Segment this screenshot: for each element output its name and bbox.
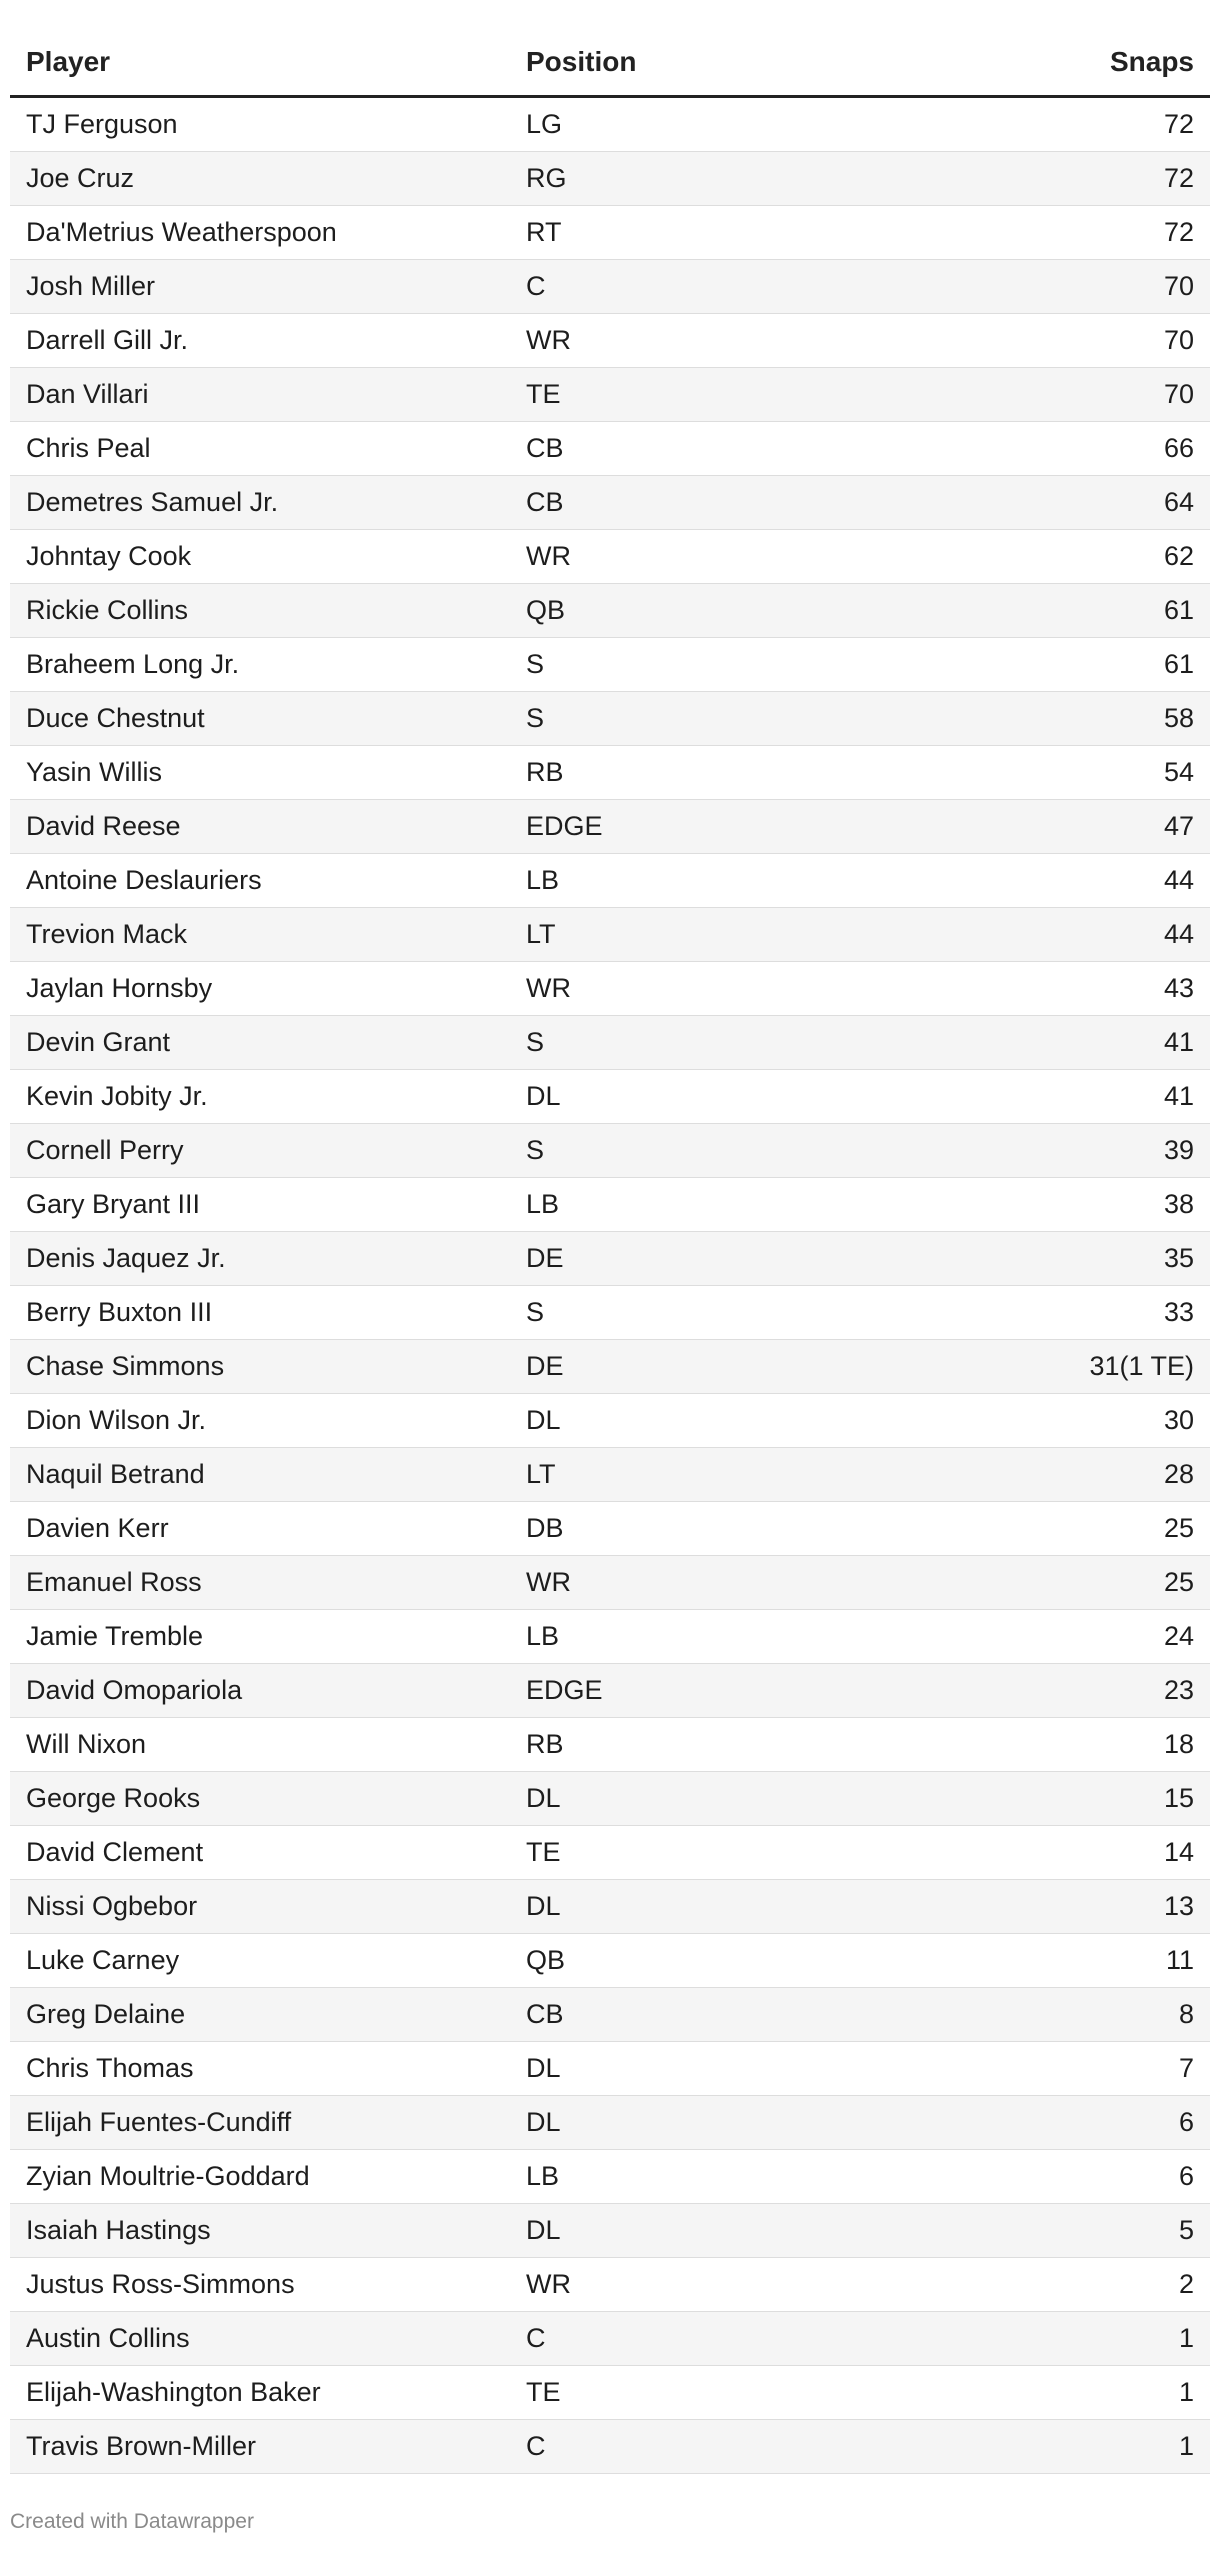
table-row [10, 908, 1210, 962]
table-header [10, 28, 1210, 98]
snaps-cell: 24 [1163, 1621, 1194, 1651]
table-row [10, 368, 1210, 422]
snaps-cell: 44 [1163, 919, 1194, 949]
position-cell: RB [526, 757, 564, 787]
table-row [10, 962, 1210, 1016]
table-row [10, 476, 1210, 530]
table-row [10, 206, 1210, 260]
position-cell: QB [526, 1945, 566, 1975]
position-cell: TE [526, 2377, 561, 2407]
player-cell: Antoine Deslauriers [26, 865, 262, 895]
snaps-cell: 11 [1165, 1945, 1194, 1975]
table-row [10, 1718, 1210, 1772]
player-cell: Chris Peal [26, 433, 151, 463]
table-row [10, 1070, 1210, 1124]
snaps-cell: 1 [1178, 2323, 1194, 2353]
snaps-cell: 41 [1163, 1027, 1194, 1057]
table-row [10, 692, 1210, 746]
position-cell: S [526, 1135, 545, 1165]
position-cell: CB [526, 487, 564, 517]
snaps-cell: 72 [1163, 163, 1194, 193]
position-cell: DL [526, 1405, 561, 1435]
table-row [10, 1988, 1210, 2042]
player-cell: Austin Collins [26, 2323, 190, 2353]
header-player: Player [26, 45, 111, 77]
table-row [10, 530, 1210, 584]
player-cell: Gary Bryant III [26, 1189, 201, 1219]
position-cell: DL [526, 2053, 561, 2083]
table-row [10, 1934, 1210, 1988]
snaps-cell: 61 [1163, 649, 1194, 679]
player-cell: Isaiah Hastings [26, 2215, 211, 2245]
table-row [10, 1178, 1210, 1232]
player-cell: Travis Brown-Miller [26, 2431, 257, 2461]
snaps-cell: 70 [1163, 271, 1194, 301]
table-row [10, 98, 1210, 152]
position-cell: C [526, 271, 546, 301]
position-cell: DL [526, 2215, 561, 2245]
snaps-cell: 14 [1163, 1837, 1194, 1867]
snaps-cell: 23 [1163, 1675, 1194, 1705]
player-cell: Braheem Long Jr. [26, 649, 240, 679]
position-cell: S [526, 1297, 545, 1327]
table-row [10, 2366, 1210, 2420]
position-cell: CB [526, 433, 564, 463]
snaps-cell: 18 [1163, 1729, 1194, 1759]
snaps-cell: 39 [1163, 1135, 1194, 1165]
position-cell: DE [526, 1351, 564, 1381]
player-cell: Zyian Moultrie-Goddard [26, 2161, 310, 2191]
position-cell: DE [526, 1243, 564, 1273]
position-cell: DB [526, 1513, 564, 1543]
table-row [10, 2420, 1210, 2474]
player-cell: Emanuel Ross [26, 1567, 202, 1597]
player-cell: Elijah-Washington Baker [26, 2377, 321, 2407]
snaps-table [10, 28, 1210, 2474]
header-position: Position [526, 45, 637, 77]
table-row [10, 2150, 1210, 2204]
snaps-cell: 6 [1178, 2161, 1194, 2191]
player-cell: Da'Metrius Weatherspoon [26, 217, 337, 247]
snaps-cell: 2 [1178, 2269, 1194, 2299]
table-row [10, 746, 1210, 800]
header-snaps: Snaps [1109, 45, 1194, 77]
snaps-cell: 33 [1163, 1297, 1194, 1327]
table-row [10, 314, 1210, 368]
player-cell: David Clement [26, 1837, 204, 1867]
table-row [10, 1826, 1210, 1880]
position-cell: S [526, 703, 545, 733]
position-cell: CB [526, 1999, 564, 2029]
player-cell: Yasin Willis [26, 757, 163, 787]
position-cell: DL [526, 2107, 561, 2137]
position-cell: DL [526, 1783, 561, 1813]
position-cell: RB [526, 1729, 564, 1759]
position-cell: WR [526, 2269, 571, 2299]
snaps-cell: 47 [1163, 811, 1194, 841]
table-row [10, 260, 1210, 314]
table-body [10, 98, 1210, 2474]
snaps-cell: 72 [1163, 217, 1194, 247]
position-cell: TE [526, 1837, 561, 1867]
player-cell: Justus Ross-Simmons [26, 2269, 295, 2299]
table-row [10, 1502, 1210, 1556]
table-row [10, 2204, 1210, 2258]
player-cell: Elijah Fuentes-Cundiff [26, 2107, 292, 2137]
position-cell: LB [526, 1189, 560, 1219]
snaps-cell: 7 [1178, 2053, 1194, 2083]
position-cell: LB [526, 865, 560, 895]
table-row [10, 1232, 1210, 1286]
position-cell: RT [526, 217, 562, 247]
player-cell: Chris Thomas [26, 2053, 194, 2083]
player-cell: Jaylan Hornsby [26, 973, 213, 1003]
snaps-cell: 6 [1178, 2107, 1194, 2137]
position-cell: WR [526, 1567, 571, 1597]
player-cell: George Rooks [26, 1783, 201, 1813]
player-cell: Luke Carney [26, 1945, 180, 1975]
snaps-cell: 31(1 TE) [1089, 1351, 1194, 1381]
snaps-cell: 1 [1178, 2377, 1194, 2407]
player-cell: Demetres Samuel Jr. [26, 487, 279, 517]
player-cell: Will Nixon [26, 1729, 147, 1759]
position-cell: LB [526, 2161, 560, 2191]
position-cell: WR [526, 325, 571, 355]
snaps-cell: 41 [1163, 1081, 1194, 1111]
position-cell: LB [526, 1621, 560, 1651]
position-cell: RG [526, 163, 567, 193]
snaps-cell: 15 [1163, 1783, 1194, 1813]
table-row [10, 1556, 1210, 1610]
player-cell: Darrell Gill Jr. [26, 325, 189, 355]
player-cell: Joe Cruz [26, 163, 135, 193]
table-row [10, 584, 1210, 638]
snaps-cell: 54 [1163, 757, 1194, 787]
player-cell: Duce Chestnut [26, 703, 205, 733]
player-cell: Chase Simmons [26, 1351, 225, 1381]
position-cell: WR [526, 541, 571, 571]
player-cell: TJ Ferguson [26, 109, 178, 139]
snaps-cell: 70 [1163, 325, 1194, 355]
player-cell: Trevion Mack [26, 919, 188, 949]
table-row [10, 422, 1210, 476]
snaps-cell: 25 [1163, 1567, 1194, 1597]
position-cell: QB [526, 595, 566, 625]
snaps-cell: 61 [1163, 595, 1194, 625]
table-row [10, 638, 1210, 692]
snaps-cell: 72 [1163, 109, 1194, 139]
table-row [10, 2096, 1210, 2150]
snaps-cell: 38 [1163, 1189, 1194, 1219]
snaps-cell: 13 [1163, 1891, 1194, 1921]
position-cell: LT [526, 919, 556, 949]
table-row [10, 1448, 1210, 1502]
snaps-cell: 43 [1163, 973, 1194, 1003]
table-row [10, 1880, 1210, 1934]
player-cell: David Reese [26, 811, 181, 841]
snaps-cell: 28 [1163, 1459, 1194, 1489]
table-row [10, 854, 1210, 908]
player-cell: Josh Miller [26, 271, 156, 301]
table-row [10, 1394, 1210, 1448]
player-cell: Denis Jaquez Jr. [26, 1243, 226, 1273]
table-row [10, 1124, 1210, 1178]
snaps-cell: 64 [1163, 487, 1194, 517]
position-cell: DL [526, 1081, 561, 1111]
table-row [10, 1340, 1210, 1394]
table-row [10, 800, 1210, 854]
snaps-cell: 66 [1163, 433, 1194, 463]
player-cell: Naquil Betrand [26, 1459, 205, 1489]
position-cell: EDGE [526, 811, 603, 841]
table-row [10, 2258, 1210, 2312]
player-cell: Rickie Collins [26, 595, 189, 625]
table-row [10, 1016, 1210, 1070]
snaps-cell: 25 [1163, 1513, 1194, 1543]
table-row [10, 1286, 1210, 1340]
player-cell: Davien Kerr [26, 1513, 169, 1543]
snaps-cell: 30 [1163, 1405, 1194, 1435]
position-cell: EDGE [526, 1675, 603, 1705]
snaps-cell: 44 [1163, 865, 1194, 895]
player-cell: Jamie Tremble [26, 1621, 204, 1651]
player-cell: Berry Buxton III [26, 1297, 213, 1327]
player-cell: David Omopariola [26, 1675, 243, 1705]
snaps-cell: 35 [1163, 1243, 1194, 1273]
position-cell: C [526, 2323, 546, 2353]
player-cell: Greg Delaine [26, 1999, 186, 2029]
table-row [10, 2312, 1210, 2366]
player-cell: Devin Grant [26, 1027, 171, 1057]
table-row [10, 152, 1210, 206]
position-cell: S [526, 649, 545, 679]
table-row [10, 1610, 1210, 1664]
snaps-cell: 58 [1163, 703, 1194, 733]
snaps-cell: 8 [1178, 1999, 1194, 2029]
snaps-cell: 70 [1163, 379, 1194, 409]
position-cell: LT [526, 1459, 556, 1489]
position-cell: DL [526, 1891, 561, 1921]
player-cell: Cornell Perry [26, 1135, 184, 1165]
position-cell: C [526, 2431, 546, 2461]
table-row [10, 1664, 1210, 1718]
position-cell: S [526, 1027, 545, 1057]
player-cell: Nissi Ogbebor [26, 1891, 198, 1921]
player-cell: Dion Wilson Jr. [26, 1405, 207, 1435]
snaps-cell: 62 [1163, 541, 1194, 571]
snaps-cell: 1 [1178, 2431, 1194, 2461]
table-row [10, 1772, 1210, 1826]
table-row [10, 2042, 1210, 2096]
position-cell: WR [526, 973, 571, 1003]
footer-credit: Created with Datawrapper [10, 2510, 254, 2533]
position-cell: TE [526, 379, 561, 409]
position-cell: LG [526, 109, 563, 139]
snaps-cell: 5 [1178, 2215, 1194, 2245]
player-cell: Dan Villari [26, 379, 149, 409]
player-cell: Johntay Cook [26, 541, 192, 571]
player-cell: Kevin Jobity Jr. [26, 1081, 208, 1111]
